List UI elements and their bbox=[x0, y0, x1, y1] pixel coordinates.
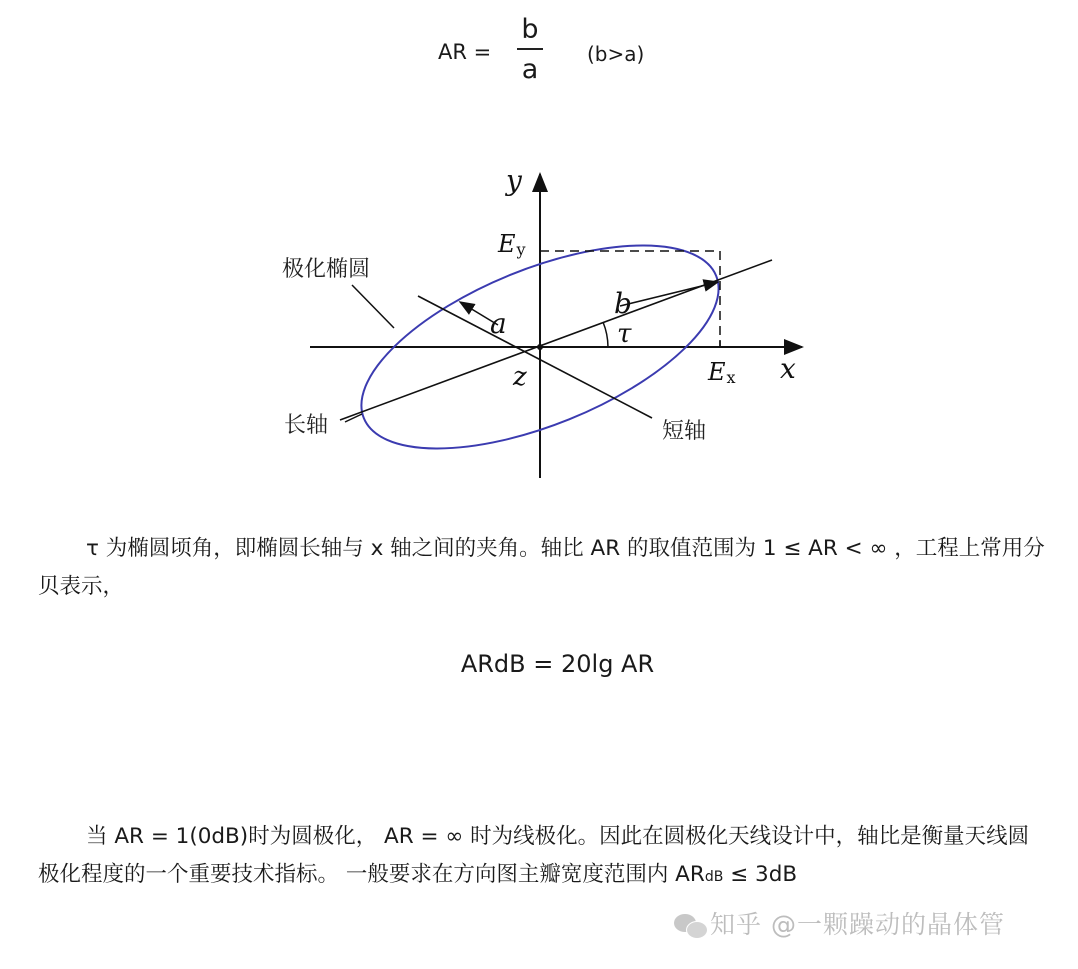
ellipse-leader-line bbox=[352, 285, 394, 328]
ey-label: Ey bbox=[498, 230, 526, 259]
tau-angle-arc bbox=[603, 322, 608, 347]
fraction-denominator: a bbox=[521, 54, 539, 85]
major-axis-arrow bbox=[620, 282, 718, 306]
major-axis-label: 长轴 bbox=[284, 413, 329, 438]
polarization-ellipse-diagram bbox=[0, 150, 1078, 490]
wechat-icon bbox=[672, 912, 708, 940]
fraction-numerator: b bbox=[521, 14, 539, 45]
polarization-paragraph bbox=[38, 818, 1048, 896]
x-axis-label: x bbox=[780, 352, 796, 385]
z-axis-label: z bbox=[513, 362, 527, 392]
b-label: b bbox=[614, 287, 632, 320]
ex-label: Ex bbox=[708, 358, 736, 387]
paragraph2-subscript: dB bbox=[704, 869, 724, 885]
ar-condition: (b>a) bbox=[587, 42, 645, 66]
paragraph2-main-text: 当 AR = 1(0dB)时为圆极化， AR = ∞ 时为线极化。因此在圆极化天线设计中，轴比是衡量天线圆极化程度的一个重要技术指标。 一般要求在方向图主瓣宽度范围内 AR bbox=[38, 824, 1030, 887]
y-axis-label: y bbox=[506, 164, 522, 197]
tau-label: τ bbox=[617, 319, 632, 349]
ar-formula-lhs: AR = bbox=[438, 40, 492, 64]
ar-fraction bbox=[517, 14, 543, 86]
tilt-angle-paragraph bbox=[38, 530, 1048, 606]
ellipse-label: 极化椭圆 bbox=[282, 257, 371, 282]
watermark bbox=[672, 905, 1005, 941]
a-label: a bbox=[490, 307, 507, 340]
paragraph1-text: τ 为椭圆顷角，即椭圆长轴与 x 轴之间的夹角。轴比 AR 的取值范围为 1 ≤ AR < ∞ ，工程上常用分贝表示， bbox=[38, 536, 1045, 599]
ardb-formula: ARdB = 20lg AR bbox=[460, 650, 655, 678]
fraction-bar bbox=[517, 48, 543, 50]
paragraph2-tail-text: ≤ 3dB bbox=[723, 862, 798, 887]
minor-axis-label: 短轴 bbox=[662, 419, 707, 444]
watermark-text: 知乎 @一颗躁动的晶体管 bbox=[710, 910, 1005, 939]
